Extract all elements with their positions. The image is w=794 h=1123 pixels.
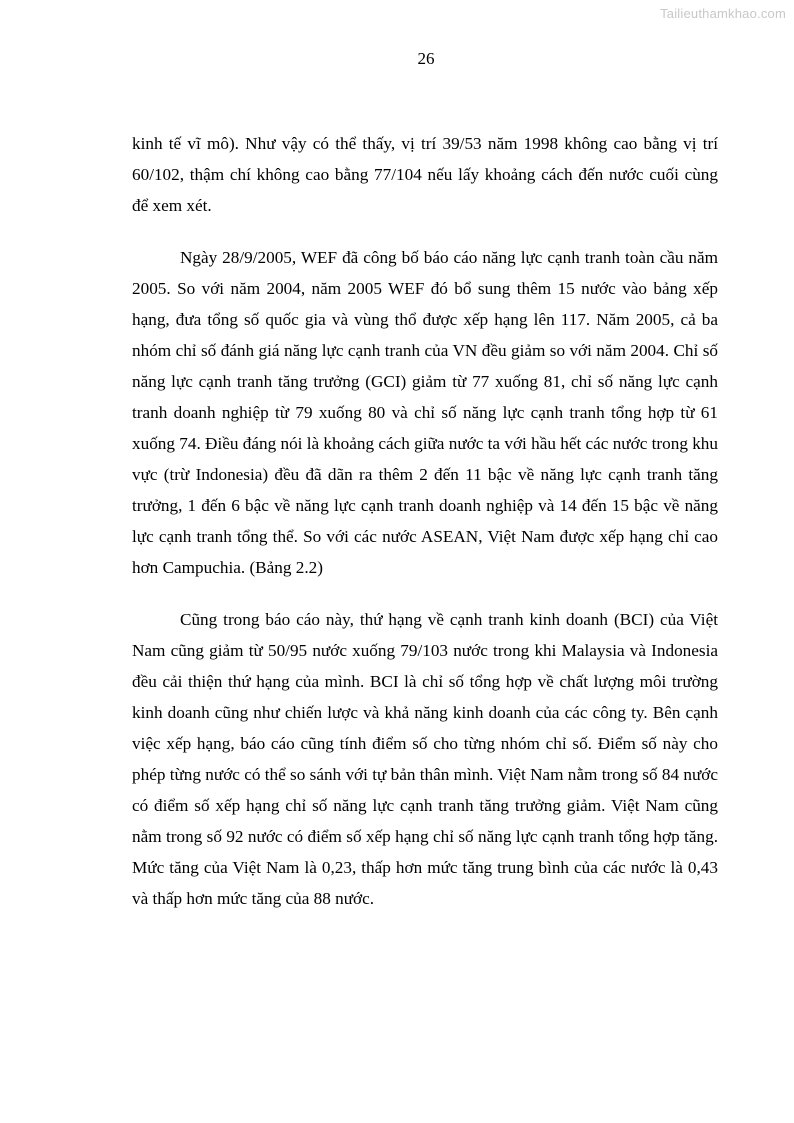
paragraph-wef-2005: Ngày 28/9/2005, WEF đã công bố báo cáo năng lực cạnh tranh toàn cầu năm 2005. So với năm 2004, năm 2005 WEF đó bổ sung thêm 15 nước vào bảng xếp hạng, đưa tổng số quốc gia và vùng thổ được xếp hạng lên 117. Năm 2005, cả ba nhóm chỉ số đánh giá năng lực cạnh tranh của VN đều giảm so với năm 2004. Chỉ số năng lực cạnh tranh tăng trưởng (GCI) giảm từ 77 xuống 81, chỉ số năng lực cạnh tranh doanh nghiệp từ 79 xuống 80 và chỉ số năng lực cạnh tranh tổng hợp từ 61 xuống 74. Điều đáng nói là khoảng cách giữa nước ta với hầu hết các nước trong khu vực (trừ Indonesia) đều đã dãn ra thêm 2 đến 11 bậc về năng lực cạnh tranh tăng trưởng, 1 đến 6 bậc về năng lực cạnh tranh doanh nghiệp và 14 đến 15 bậc về năng lực cạnh tranh tổng thể. So với các nước ASEAN, Việt Nam được xếp hạng chỉ cao hơn Campuchia. (Bảng 2.2) [132,248,718,577]
page-number: 26 [417,49,435,68]
watermark-text: Tailieuthamkhao.com [660,6,786,21]
body-text [132,128,718,914]
paragraph-continuation: kinh tế vĩ mô). Như vậy có thể thấy, vị trí 39/53 năm 1998 không cao bằng vị trí 60/102, thậm chí không cao bằng 77/104 nếu lấy khoảng cách đến nước cuối cùng để xem xét. [132,134,718,215]
paragraph-bci: Cũng trong báo cáo này, thứ hạng về cạnh tranh kinh doanh (BCI) của Việt Nam cũng giảm từ 50/95 nước xuống 79/103 nước trong khi Malaysia và Indonesia đều cải thiện thứ hạng của mình. BCI là chỉ số tổng hợp về chất lượng môi trường kinh doanh cũng như chiến lược và khả năng kinh doanh của các công ty. Bên cạnh việc xếp hạng, báo cáo cũng tính điểm số cho từng nhóm chỉ số. Điểm số này cho phép từng nước có thể so sánh với tự bản thân mình. Việt Nam nằm trong số 84 nước có điểm số xếp hạng chỉ số năng lực cạnh tranh tăng trưởng giảm. Việt Nam cũng nằm trong số 92 nước có điểm số xếp hạng chỉ số năng lực cạnh tranh tổng hợp tăng. Mức tăng của Việt Nam là 0,23, thấp hơn mức tăng trung bình của các nước là 0,43 và thấp hơn mức tăng của 88 nước. [132,610,718,908]
